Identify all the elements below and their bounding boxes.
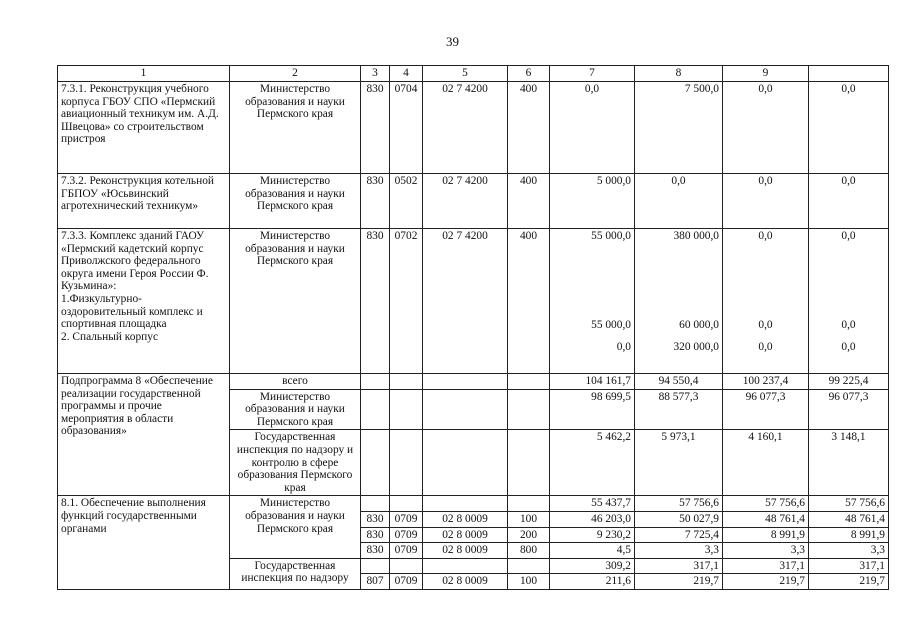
cell: 55 437,7 [550, 496, 635, 512]
cell: 57 756,6 [723, 496, 809, 512]
cell: 98 699,5 [550, 389, 635, 430]
row-name-sub1: 1.Физкультурно-оздоровительный комплекс и спортивная площадка [61, 292, 203, 331]
cell: 800 [508, 543, 550, 559]
cell: 0,0 [723, 174, 809, 229]
value-sub1: 60 000,0 [679, 318, 719, 331]
cell [550, 229, 635, 374]
cell: 400 [508, 82, 550, 174]
row-name-main: 7.3.3. Комплекс зданий ГАОУ «Пермский кадетский корпус Приволжского федерального округа имени Героя России Ф. Кузьмина»: [61, 230, 209, 293]
agency: Министерство образования и науки Пермского края [230, 229, 361, 374]
value-total: 55 000,0 [591, 230, 631, 242]
value-sub1: 0,0 [758, 318, 773, 331]
cell: 0702 [390, 229, 423, 374]
cell: 219,7 [809, 574, 889, 590]
cell: 3,3 [723, 543, 809, 559]
value-total: 380 000,0 [673, 230, 719, 242]
agency: Государственная инспекция по надзору [230, 558, 361, 589]
col-header: 8 [635, 66, 723, 82]
cell: 309,2 [550, 558, 635, 574]
cell: 0709 [390, 574, 423, 590]
cell: 02 8 0009 [423, 527, 508, 543]
cell: 200 [508, 527, 550, 543]
cell [390, 558, 423, 574]
cell: 4,5 [550, 543, 635, 559]
cell [723, 229, 809, 374]
col-header: 5 [423, 66, 508, 82]
cell [508, 558, 550, 574]
table-row [58, 374, 889, 390]
col-header: 7 [550, 66, 635, 82]
cell: 211,6 [550, 574, 635, 590]
value-sub2: 0,0 [841, 341, 856, 354]
cell: 100 [508, 574, 550, 590]
page-number: 39 [446, 34, 459, 49]
cell [508, 430, 550, 496]
col-header: 3 [361, 66, 390, 82]
value-total: 0,0 [841, 230, 856, 242]
cell: 02 7 4200 [423, 174, 508, 229]
column-number-row [58, 66, 889, 82]
col-header: 6 [508, 66, 550, 82]
agency: всего [230, 374, 361, 390]
table-row [58, 82, 889, 174]
agency: Министерство образования и науки Пермского края [230, 82, 361, 174]
cell: 88 577,3 [635, 389, 723, 430]
agency: Министерство образования и науки Пермского края [230, 389, 361, 430]
cell [390, 389, 423, 430]
col-header: 1 [58, 66, 230, 82]
cell [508, 374, 550, 390]
cell: 0704 [390, 82, 423, 174]
cell: 02 8 0009 [423, 543, 508, 559]
cell: 4 160,1 [723, 430, 809, 496]
cell: 0709 [390, 527, 423, 543]
cell: 94 550,4 [635, 374, 723, 390]
agency: Министерство образования и науки Пермского края [230, 174, 361, 229]
cell: 317,1 [809, 558, 889, 574]
cell: 830 [361, 511, 390, 527]
cell [423, 558, 508, 574]
cell: 0,0 [635, 174, 723, 229]
cell: 0,0 [809, 82, 889, 174]
cell: 8 991,9 [809, 527, 889, 543]
cell: 96 077,3 [723, 389, 809, 430]
cell [390, 374, 423, 390]
value-sub2: 0,0 [616, 341, 631, 354]
cell: 100 237,4 [723, 374, 809, 390]
cell: 7 725,4 [635, 527, 723, 543]
cell: 104 161,7 [550, 374, 635, 390]
cell: 7 500,0 [635, 82, 723, 174]
cell: 0502 [390, 174, 423, 229]
cell: 5 000,0 [550, 174, 635, 229]
cell [361, 430, 390, 496]
cell [423, 389, 508, 430]
cell: 0,0 [550, 82, 635, 174]
agency: Государственная инспекция по надзору и контролю в сфере образования Пермского края [230, 430, 361, 496]
row-name: Подпрограмма 8 «Обеспечение реализации государственной программы и прочие мероприятия в области образования» [58, 374, 230, 496]
cell [361, 558, 390, 574]
budget-table [57, 65, 889, 590]
cell: 46 203,0 [550, 511, 635, 527]
cell: 5 973,1 [635, 430, 723, 496]
row-name-sub2: 2. Спальный корпус [61, 330, 159, 343]
cell: 830 [361, 543, 390, 559]
cell: 57 756,6 [809, 496, 889, 512]
cell: 48 761,4 [723, 511, 809, 527]
col-header [809, 66, 889, 82]
value-sub1: 55 000,0 [591, 318, 631, 331]
cell: 100 [508, 511, 550, 527]
cell: 830 [361, 82, 390, 174]
cell: 3,3 [635, 543, 723, 559]
cell [508, 496, 550, 512]
cell: 219,7 [635, 574, 723, 590]
cell: 0709 [390, 543, 423, 559]
cell [423, 430, 508, 496]
cell: 830 [361, 527, 390, 543]
cell: 96 077,3 [809, 389, 889, 430]
value-sub1: 0,0 [841, 318, 856, 331]
cell: 400 [508, 174, 550, 229]
cell: 5 462,2 [550, 430, 635, 496]
table-row [58, 229, 889, 374]
cell: 57 756,6 [635, 496, 723, 512]
row-name [58, 229, 230, 374]
cell [361, 389, 390, 430]
cell: 3,3 [809, 543, 889, 559]
cell: 02 7 4200 [423, 82, 508, 174]
cell: 830 [361, 174, 390, 229]
cell: 0709 [390, 511, 423, 527]
cell: 830 [361, 229, 390, 374]
col-header: 9 [723, 66, 809, 82]
cell: 48 761,4 [809, 511, 889, 527]
cell: 400 [508, 229, 550, 374]
row-name: 7.3.1. Реконструкция учебного корпуса ГБОУ СПО «Пермский авиационный техникум им. А.Д. Швецова» со строительством пристроя [58, 82, 230, 174]
cell: 02 7 4200 [423, 229, 508, 374]
cell: 99 225,4 [809, 374, 889, 390]
value-sub2: 320 000,0 [673, 341, 719, 354]
cell: 8 991,9 [723, 527, 809, 543]
cell: 0,0 [809, 174, 889, 229]
cell [423, 496, 508, 512]
row-name: 7.3.2. Реконструкция котельной ГБПОУ «Юсьвинский агротехнический техникум» [58, 174, 230, 229]
col-header: 2 [230, 66, 361, 82]
row-name: 8.1. Обеспечение выполнения функций государственными органами [58, 496, 230, 590]
value-sub2: 0,0 [758, 341, 773, 354]
cell: 317,1 [723, 558, 809, 574]
cell [390, 430, 423, 496]
cell [423, 374, 508, 390]
cell [361, 374, 390, 390]
cell: 9 230,2 [550, 527, 635, 543]
cell [635, 229, 723, 374]
table-row [58, 174, 889, 229]
cell [361, 496, 390, 512]
cell: 807 [361, 574, 390, 590]
cell: 3 148,1 [809, 430, 889, 496]
cell [809, 229, 889, 374]
value-total: 0,0 [758, 230, 773, 242]
cell [508, 389, 550, 430]
col-header: 4 [390, 66, 423, 82]
cell: 0,0 [723, 82, 809, 174]
table-row [58, 496, 889, 512]
cell [390, 496, 423, 512]
cell: 317,1 [635, 558, 723, 574]
cell: 02 8 0009 [423, 574, 508, 590]
agency: Министерство образования и науки Пермского края [230, 496, 361, 558]
cell: 50 027,9 [635, 511, 723, 527]
cell: 02 8 0009 [423, 511, 508, 527]
cell: 219,7 [723, 574, 809, 590]
